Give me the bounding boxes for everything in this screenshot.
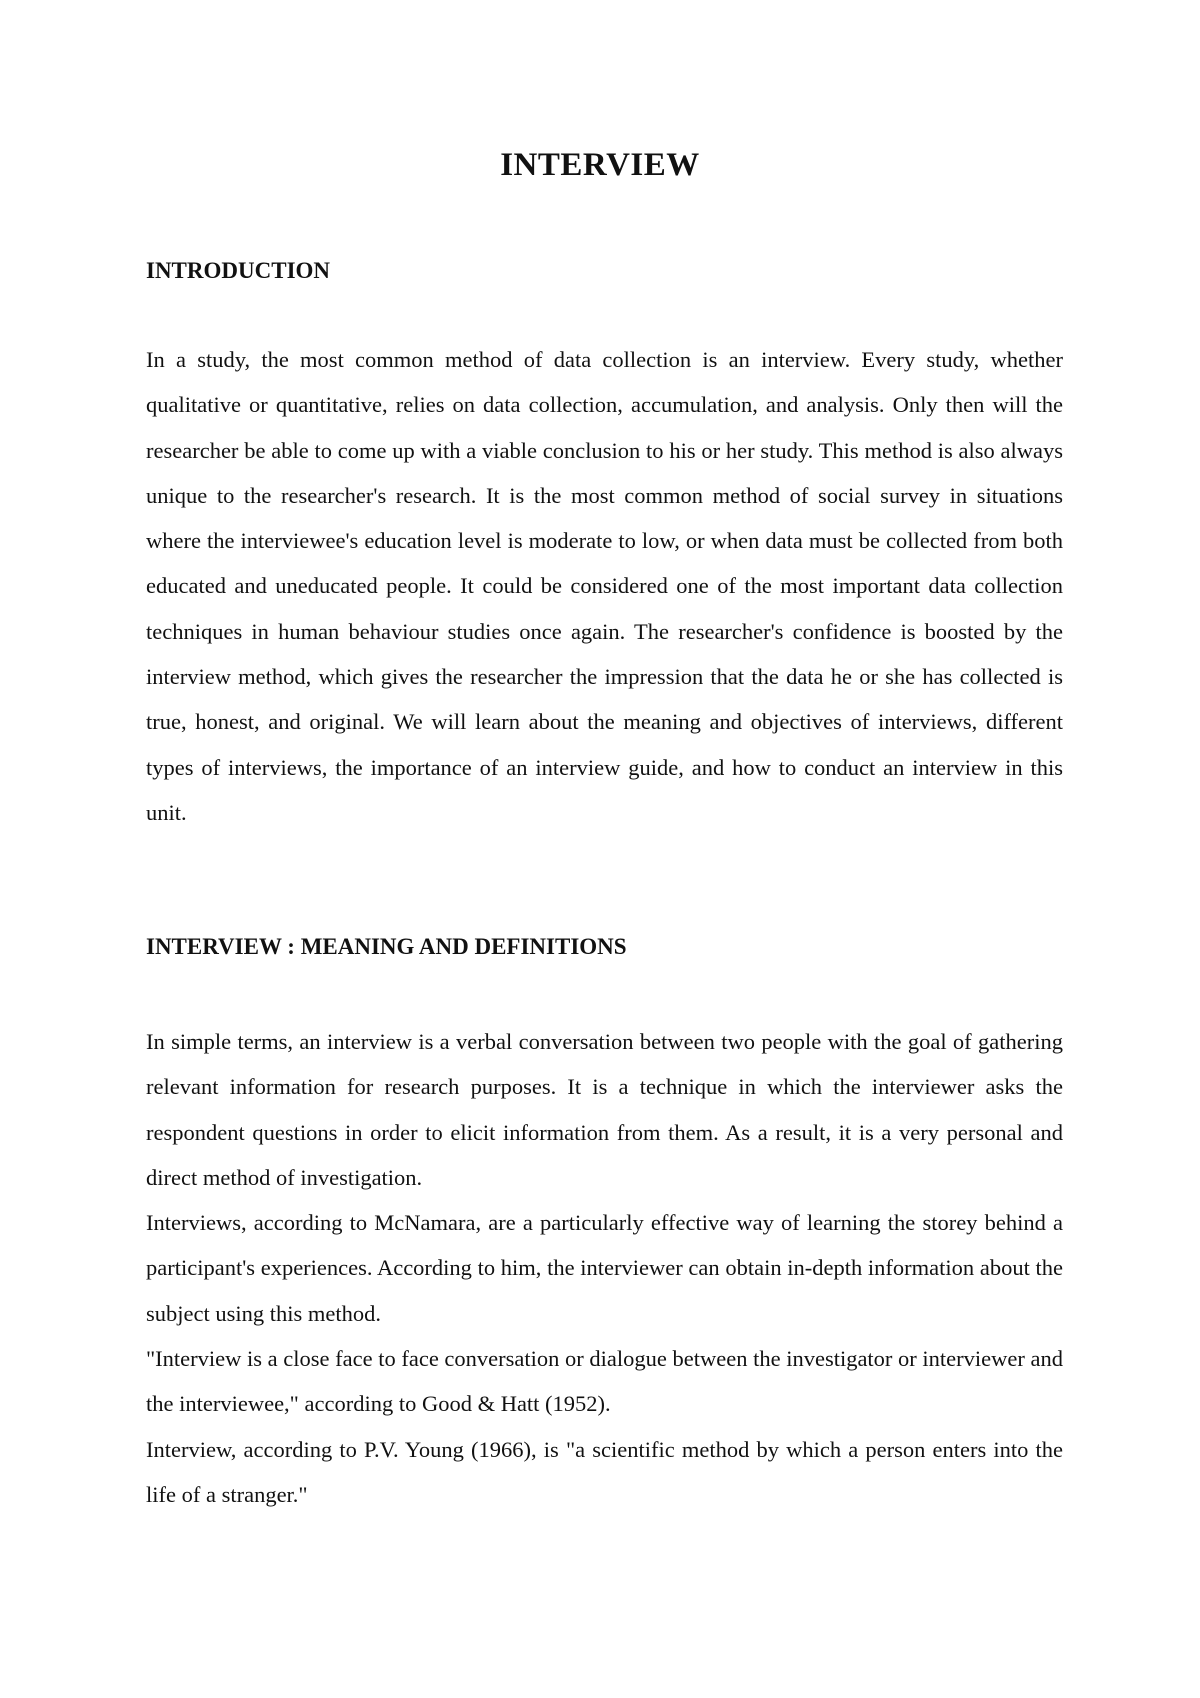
paragraph: Interviews, according to McNamara, are a particularly effective way of learning the storey behind a participant's experiences. According to him, the interviewer can obtain in-depth information about the subject using this method.	[146, 1210, 1063, 1326]
section-heading-introduction: INTRODUCTION	[146, 258, 331, 283]
paragraph: In a study, the most common method of data collection is an interview. Every study, whether qualitative or quantitative, relies on data collection, accumulation, and analysis. Only then will the researcher be able to come up with a viable conclusion to his or her study. This method is also always unique to the researcher's research. It is the most common method of social survey in situations where the interviewee's education level is moderate to low, or when data must be collected from both educated and uneducated people. It could be considered one of the most important data collection techniques in human behaviour studies once again. The researcher's confidence is boosted by the interview method, which gives the researcher the impression that the data he or she has collected is true, honest, and original. We will learn about the meaning and objectives of interviews, different types of interviews, the importance of an interview guide, and how to conduct an interview in this unit.	[146, 347, 1063, 825]
paragraph: "Interview is a close face to face conversation or dialogue between the investigator or interviewer and the interviewee," according to Good & Hatt (1952).	[146, 1346, 1063, 1417]
paragraph: In simple terms, an interview is a verbal conversation between two people with the goal of gathering relevant information for research purposes. It is a technique in which the interviewer asks the respondent questions in order to elicit information from them. As a result, it is a very personal and direct method of investigation.	[146, 1029, 1063, 1190]
paragraph: Interview, according to P.V. Young (1966), is "a scientific method by which a person enters into the life of a stranger."	[146, 1436, 1063, 1507]
section-body-introduction	[146, 337, 1063, 835]
section-heading-meaning-definitions: INTERVIEW : MEANING AND DEFINITIONS	[146, 934, 627, 959]
section-body-meaning-definitions	[146, 1019, 1063, 1517]
document-title: INTERVIEW	[500, 147, 700, 183]
